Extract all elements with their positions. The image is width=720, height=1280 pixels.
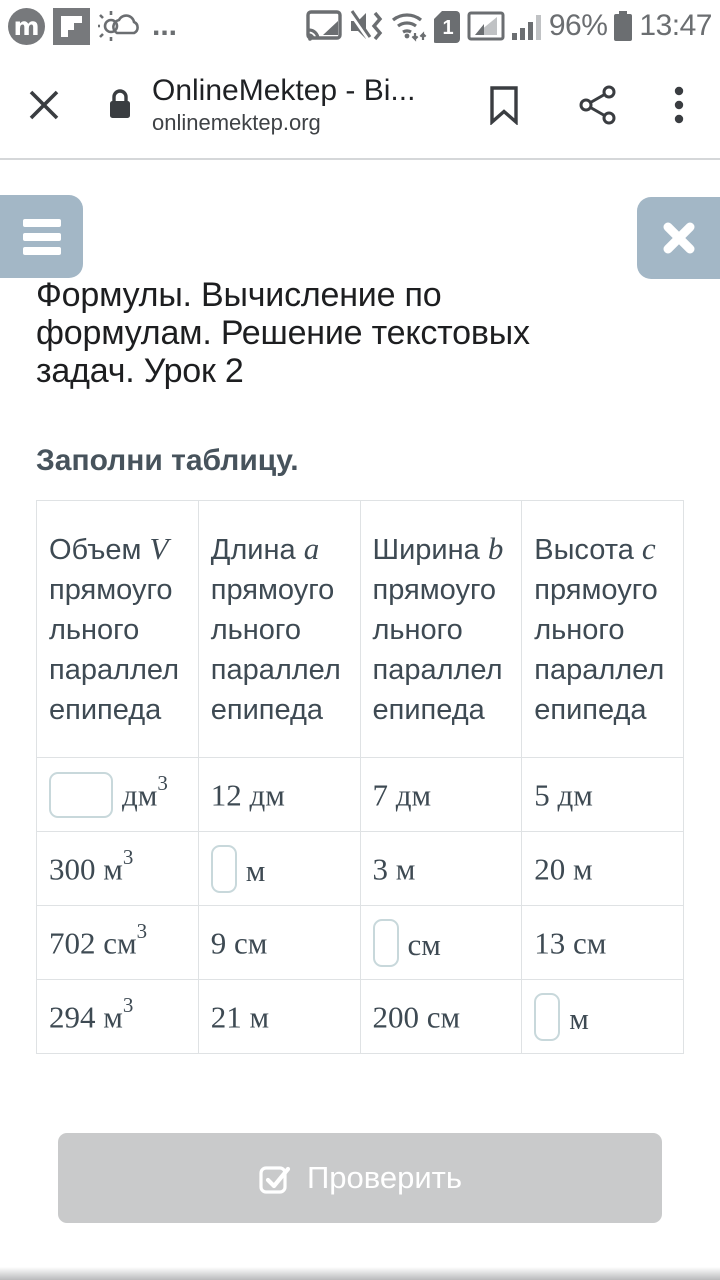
close-x-icon [659,218,699,258]
task-heading: Заполни таблицу. [36,444,299,477]
cell-value: 12 дм [198,758,360,832]
battery-icon [612,9,634,43]
header-volume: Объем V прямоугольного параллелепипеда [37,501,199,758]
cell-length-input: м [198,832,360,906]
cell-value: 702 $см^3$ [37,906,199,980]
math-symbol-V: V [149,530,169,566]
volume-answer-input[interactable] [49,772,113,818]
answers-table [36,500,684,1054]
cell-value: 9 см [198,906,360,980]
mute-vibrate-icon [348,9,384,43]
checkbox-check-icon [258,1161,292,1195]
cell-value: 20 м [522,832,684,906]
browser-toolbar [0,52,720,160]
mobile-data-box-icon [467,9,505,43]
length-answer-input[interactable] [211,845,237,893]
cell-width-input: см [360,906,522,980]
math-symbol-c: c [641,530,656,566]
status-bar [0,0,720,52]
overflow-menu-button[interactable] [674,85,684,125]
flipboard-notification-icon [53,8,90,45]
more-notifications-ellipsis: ... [152,9,178,42]
clock: 13:47 [639,9,712,42]
cell-value: 200 см [360,980,522,1054]
cell-value: 7 дм [360,758,522,832]
bottom-edge-shadow [0,1267,720,1280]
lesson-menu-button[interactable] [0,195,83,278]
close-tab-button[interactable] [26,87,62,123]
cell-value: 300 $м^3$ [37,832,199,906]
hamburger-icon [23,219,61,227]
lesson-title: Формулы. Вычисление по формулам. Решение текстовых задач. Урок 2 [36,276,530,390]
sim-card-1-icon [434,9,462,43]
table-row [37,758,684,832]
page-title-browser: OnlineMektep - Bi... [152,74,416,107]
header-width: Ширина b прямоугольного параллелепипеда [360,501,522,758]
width-answer-input[interactable] [373,919,399,967]
cell-height-input: м [522,980,684,1054]
check-button[interactable]: Проверить [58,1133,662,1223]
header-height: Высота c прямоугольного параллелепипеда [522,501,684,758]
battery-percent: 96% [548,9,608,42]
cell-value: 3 м [360,832,522,906]
weather-notification-icon [98,6,142,46]
sim-number: 1 [442,17,454,39]
medium-notification-icon: m [8,8,45,45]
header-length: Длина a прямоугольного параллелепипеда [198,501,360,758]
table-row [37,906,684,980]
cell-value: 13 см [522,906,684,980]
table-row [37,980,684,1054]
math-symbol-a: a [303,530,320,566]
wifi-icon [389,9,429,43]
secure-lock-icon [106,88,134,122]
signal-bars-icon [510,9,544,43]
cell-value: 5 дм [522,758,684,832]
height-answer-input[interactable] [534,993,560,1041]
page-url: onlinemektep.org [152,110,321,135]
table-row [37,832,684,906]
cell-volume-input: $дм^3$ [37,758,199,832]
table-header-row [37,501,684,758]
cast-icon [305,9,343,43]
math-symbol-b: b [487,530,504,566]
lesson-close-button[interactable] [637,197,720,279]
bookmark-button[interactable] [488,85,520,125]
cell-value: 294 $м^3$ [37,980,199,1054]
cell-value: 21 м [198,980,360,1054]
share-button[interactable] [578,85,618,125]
